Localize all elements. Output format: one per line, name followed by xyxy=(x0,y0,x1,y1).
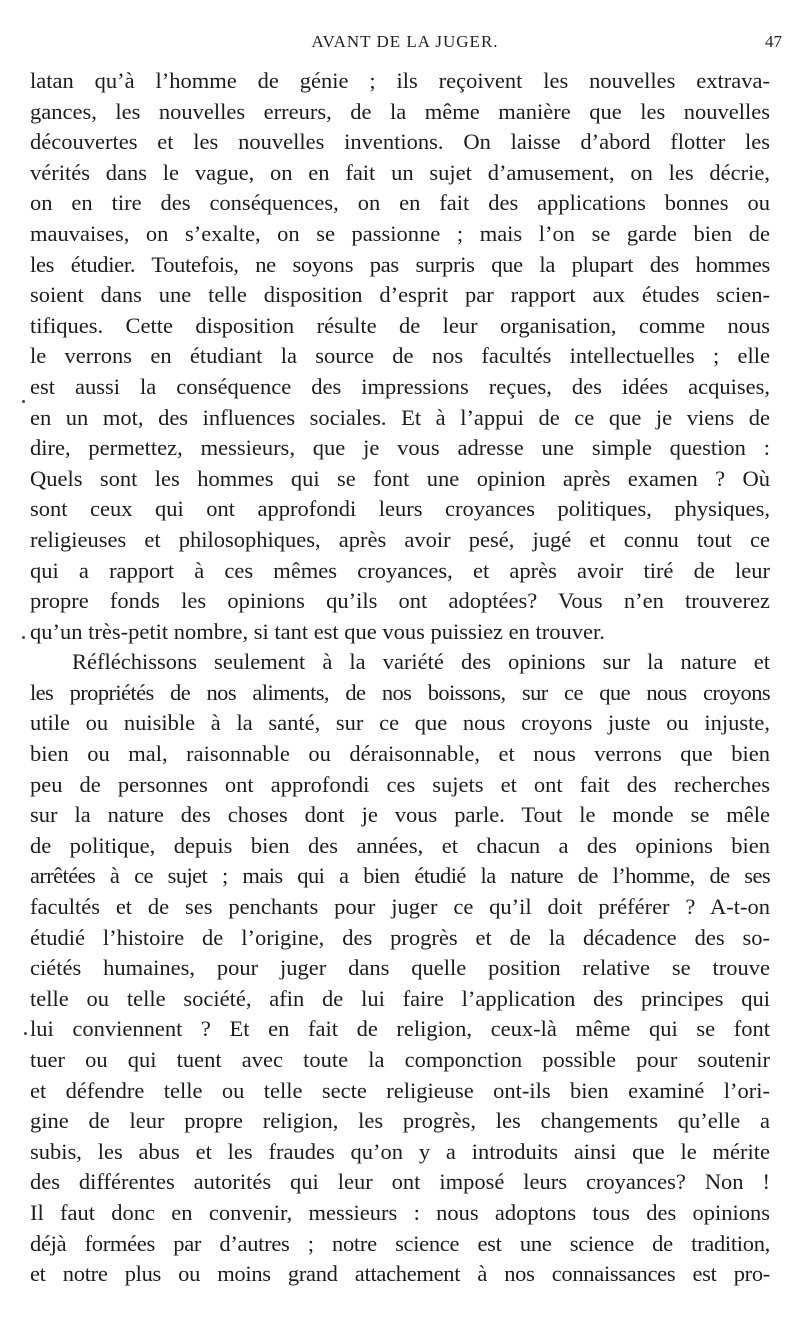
text-line: utile ou nuisible à la santé, sur ce que nous croyons juste ou injuste, xyxy=(30,710,770,736)
margin-speck xyxy=(22,636,25,639)
text-line: latan qu’à l’homme de génie ; ils reçoivent les nouvelles extrava- xyxy=(30,68,770,93)
text-line: sur la nature des choses dont je vous parle. Tout le monde se mêle xyxy=(30,802,770,828)
text-line: gances, les nouvelles erreurs, de la même manière que les nouvelles xyxy=(30,98,770,124)
text-line: et défendre telle ou telle secte religieuse ont-ils bien examiné l’ori- xyxy=(30,1077,770,1103)
text-line: arrêtées à ce sujet ; mais qui a bien étudié la nature de l’homme, de ses xyxy=(30,863,770,889)
running-header xyxy=(20,32,790,56)
text-line: sont ceux qui ont approfondi leurs croyances politiques, physiques, xyxy=(30,496,770,522)
text-line: qui a rapport à ces mêmes croyances, et après avoir tiré de leur xyxy=(30,557,770,583)
text-line: dire, permettez, messieurs, que je vous adresse une simple question : xyxy=(30,435,770,461)
text-line: tifiques. Cette disposition résulte de leur organisation, comme nous xyxy=(30,312,770,338)
running-title: AVANT DE LA JUGER. xyxy=(311,32,499,51)
text-line: propre fonds les opinions qu’ils ont adoptées? Vous n’en trouverez xyxy=(30,588,770,614)
paragraph-2 xyxy=(30,647,770,1289)
text-line: tuer ou qui tuent avec toute la componction possible pour soutenir xyxy=(30,1047,770,1072)
text-line: soient dans une telle disposition d’esprit par rapport aux études scien- xyxy=(30,282,770,308)
text-line: les propriétés de nos aliments, de nos boissons, sur ce que nous croyons xyxy=(30,679,770,705)
text-line: mauvaises, on s’exalte, on se passionne ; mais l’on se garde bien de xyxy=(30,220,770,246)
margin-speck xyxy=(22,400,25,403)
text-line: Quels sont les hommes qui se font une opinion après examen ? Où xyxy=(30,465,770,491)
text-line: étudié l’histoire de l’origine, des progrès et de la décadence des so- xyxy=(30,924,770,950)
text-line: subis, les abus et les fraudes qu’on y a introduits ainsi que le mérite xyxy=(30,1138,770,1164)
text-line: ciétés humaines, pour juger dans quelle position relative se trouve xyxy=(30,955,770,981)
text-line: vérités dans le vague, on en fait un sujet d’amusement, on les décrie, xyxy=(30,159,770,185)
text-line: qu’un très-petit nombre, si tant est que vous puissiez en trouver. xyxy=(30,618,605,644)
text-line: peu de personnes ont approfondi ces sujets et ont fait des recherches xyxy=(30,771,770,797)
text-line: Il faut donc en convenir, messieurs : nous adoptons tous des opinions xyxy=(30,1199,770,1225)
text-line: religieuses et philosophiques, après avoir pesé, jugé et connu tout ce xyxy=(30,526,770,552)
text-line: des différentes autorités qui leur ont imposé leurs croyances? Non ! xyxy=(30,1169,770,1195)
text-line: telle ou telle société, afin de lui faire l’application des principes qui xyxy=(30,985,770,1011)
body-text xyxy=(30,66,770,1290)
text-line: Réfléchissons seulement à la variété des opinions sur la nature et xyxy=(72,649,770,675)
text-line: déjà formées par d’autres ; notre science est une science de tradition, xyxy=(30,1230,770,1256)
paragraph-1 xyxy=(30,66,770,647)
text-line: on en tire des conséquences, on en fait des applications bonnes ou xyxy=(30,190,770,216)
text-line: le verrons en étudiant la source de nos facultés intellectuelles ; elle xyxy=(30,343,770,369)
margin-speck xyxy=(24,1032,27,1035)
text-line: est aussi la conséquence des impressions reçues, des idées acquises, xyxy=(30,373,770,399)
text-line: les étudier. Toutefois, ne soyons pas surpris que la plupart des hommes xyxy=(30,251,770,277)
text-line: en un mot, des influences sociales. Et à l’appui de ce que je viens de xyxy=(30,404,770,430)
page-number: 47 xyxy=(765,32,782,51)
text-line: bien ou mal, raisonnable ou déraisonnable, et nous verrons que bien xyxy=(30,741,770,767)
text-line: et notre plus ou moins grand attachement à nos connaissances est pro- xyxy=(30,1261,770,1287)
text-line: découvertes et les nouvelles inventions. On laisse d’abord flotter les xyxy=(30,129,770,155)
text-line: lui conviennent ? Et en fait de religion, ceux-là même qui se font xyxy=(30,1016,770,1042)
text-line: de politique, depuis bien des années, et chacun a des opinions bien xyxy=(30,832,770,858)
text-line: facultés et de ses penchants pour juger ce qu’il doit préférer ? A-t-on xyxy=(30,894,770,920)
text-line: gine de leur propre religion, les progrès, les changements qu’elle a xyxy=(30,1108,770,1134)
